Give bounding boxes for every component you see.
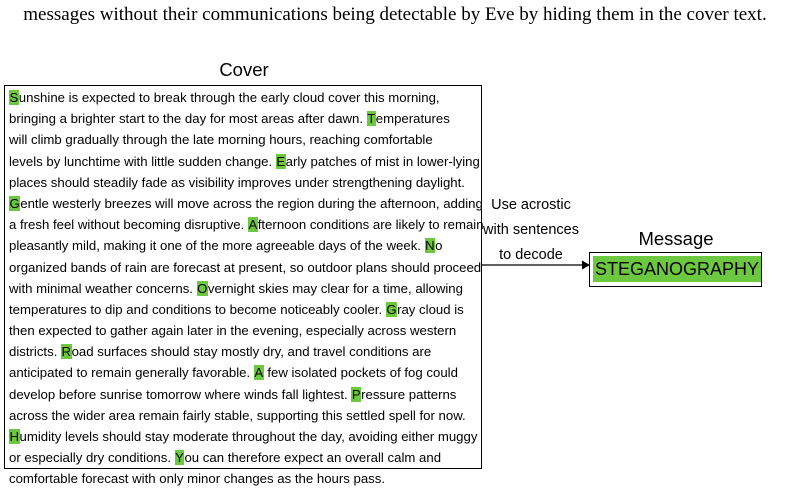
cover-line — [9, 341, 481, 362]
cover-line — [9, 193, 481, 214]
cover-text: arly patches of mist in lower-lying — [285, 153, 480, 169]
cover-title: Cover — [219, 59, 269, 80]
cover-text: develop before sunrise tomorrow where winds fall lightest. — [9, 386, 352, 402]
cover-text: pleasantly mild, making it one of the more agreeable days of the week. — [9, 238, 425, 254]
cover-text: districts. — [9, 344, 62, 360]
cover-text: oad surfaces should stay mostly dry, and travel conditions are — [71, 344, 432, 360]
cover-line — [9, 447, 481, 468]
cover-text: entle westerly breezes will move across the region during the afternoon, adding — [20, 195, 483, 211]
caption: messages without their communications being detectable by Eve by hiding them in the cover text. — [23, 4, 767, 25]
message-title: Message — [638, 228, 714, 249]
acrostic-letter: P — [351, 386, 361, 402]
cover-text: emperatures — [375, 111, 450, 127]
arrow-label-line: with sentences — [483, 222, 579, 238]
arrow-label-line: to decode — [499, 247, 563, 263]
acrostic-letter: S — [9, 90, 19, 105]
acrostic-letter: A — [254, 365, 264, 381]
cover-line — [9, 257, 481, 278]
acrostic-letter: G — [386, 301, 397, 317]
cover-text: will climb gradually through the late morning hours, reaching comfortable — [9, 132, 433, 148]
cover-text: ressure patterns — [361, 386, 457, 402]
message-text: STEGANOGRAPHY — [593, 256, 761, 282]
acrostic-letter: N — [425, 238, 435, 254]
cover-line — [9, 235, 481, 256]
cover-line — [9, 151, 481, 172]
cover-line — [9, 278, 481, 299]
cover-text: anticipated to remain generally favorable. — [9, 365, 254, 381]
cover-line — [9, 405, 481, 426]
acrostic-letter: G — [9, 195, 20, 211]
cover-text: places should steadily fade as visibility improves under strengthening daylight. — [9, 174, 465, 190]
acrostic-letter: H — [9, 429, 20, 444]
cover-line — [9, 214, 484, 235]
cover-text: with minimal weather concerns. — [9, 280, 197, 296]
message-box — [589, 252, 762, 287]
cover-text: umidity levels should stay moderate throughout the day, avoiding either muggy — [19, 429, 478, 444]
cover-line — [9, 468, 481, 489]
cover-line — [9, 299, 481, 320]
acrostic-letter: R — [61, 344, 72, 360]
cover-text: or especially dry conditions. — [9, 450, 175, 466]
cover-text: ray cloud is — [397, 301, 464, 317]
cover-text: temperatures to dip and conditions to become noticeably cooler. — [9, 301, 386, 317]
cover-text: levels by lunchtime with little sudden change. — [9, 153, 276, 169]
acrostic-letter: E — [276, 153, 286, 169]
cover-text: ou can therefore expect an overall calm and — [184, 450, 442, 466]
cover-line — [9, 320, 481, 341]
cover-text: across the wider area remain fairly stable, supporting this settled spell for now. — [9, 407, 466, 423]
cover-text: then expected to gather again later in the evening, especially across western — [9, 323, 457, 339]
cover-line — [9, 426, 481, 447]
cover-text: vernight skies may clear for a time, allowing — [207, 280, 463, 296]
arrow-label-line: Use acrostic — [491, 197, 571, 213]
acrostic-letter: O — [197, 280, 208, 296]
acrostic-letter: Y — [175, 450, 184, 466]
acrostic-letter: A — [248, 217, 258, 233]
cover-text: o — [435, 238, 443, 254]
cover-box — [4, 85, 484, 487]
cover-text: bringing a brighter start to the day for most areas after dawn. — [9, 111, 367, 127]
cover-line — [9, 384, 481, 405]
cover-line — [9, 172, 481, 193]
cover-text: a fresh feel without becoming disruptive. — [9, 217, 248, 233]
cover-text: comfortable forecast with only minor changes as the hours pass. — [9, 471, 386, 487]
acrostic-letter: T — [367, 111, 376, 127]
cover-line — [9, 87, 481, 108]
cover-text: organized bands of rain are forecast at present, so outdoor plans should proceed — [9, 259, 482, 275]
cover-line — [9, 362, 481, 383]
cover-text: unshine is expected to break through the early cloud cover this morning, — [18, 90, 440, 105]
cover-text: few isolated pockets of fog could — [263, 365, 458, 381]
cover-text: fternoon conditions are likely to remain — [257, 217, 484, 233]
cover-line — [9, 129, 481, 150]
cover-line — [9, 108, 481, 129]
